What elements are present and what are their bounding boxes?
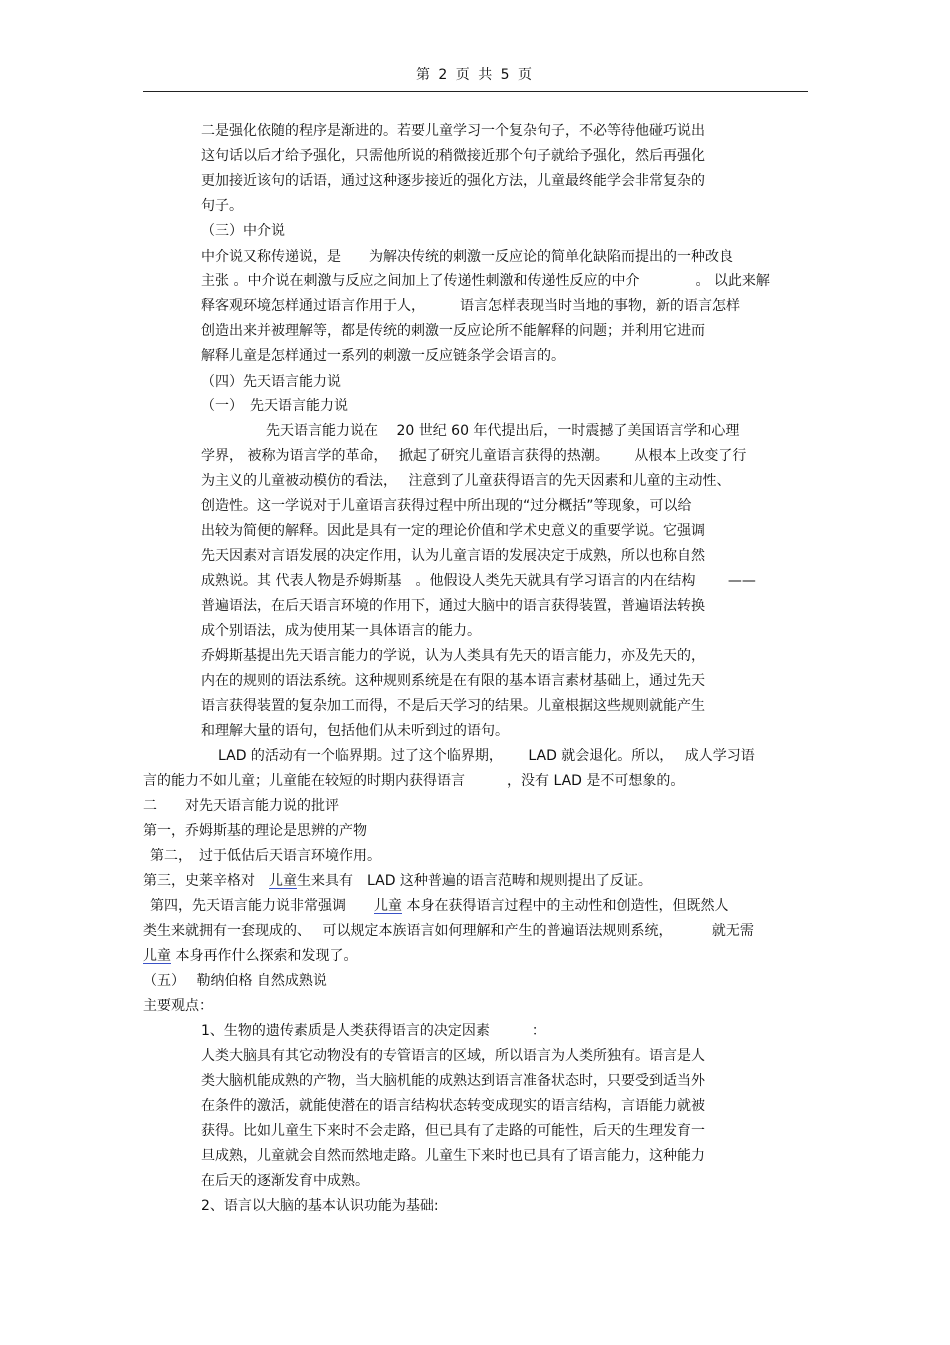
paragraph-line: 成个别语法，成为使用某一具体语言的能力。 <box>201 623 481 639</box>
paragraph-line: 在条件的激活，就能使潜在的语言结构状态转变成现实的语言结构，言语能力就被 <box>201 1098 705 1114</box>
paragraph-line: 主张 。中介说在刺激与反应之间加上了传递性刺激和传递性反应的中介 。 以此来解 <box>201 273 770 289</box>
paragraph-line: 更加接近该句的话语，通过这种逐步接近的强化方法，儿童最终能学会非常复杂的 <box>201 173 705 189</box>
paragraph-line: 句子。 <box>201 198 243 214</box>
underlined-term: 儿童 <box>269 873 297 889</box>
paragraph-line: 普遍语法，在后天语言环境的作用下，通过大脑中的语言获得装置，普遍语法转换 <box>201 598 705 614</box>
criticism-point <box>150 897 728 915</box>
page-number-header: 第 2 页 共 5 页 <box>415 67 535 83</box>
paragraph-line: 学界， 被称为语言学的革命， 掀起了研究儿童语言获得的热潮。 从根本上改变了行 <box>201 448 747 464</box>
numbered-point: 2、语言以大脑的基本认识功能为基础: <box>201 1198 439 1214</box>
subsection-heading: （一） 先天语言能力说 <box>201 398 348 414</box>
paragraph-line <box>143 947 357 965</box>
section-heading: （三）中介说 <box>201 223 285 239</box>
text-run: 本身再作什么探索和发现了。 <box>171 948 358 964</box>
paragraph-line: 内在的规则的语法系统。这种规则系统是在有限的基本语言素材基础上，通过先天 <box>201 673 705 689</box>
criticism-point: 第二， 过于低估后天语言环境作用。 <box>150 848 381 864</box>
underlined-term: 儿童 <box>374 898 402 914</box>
text-run: 第三，史莱辛格对 <box>143 873 269 889</box>
paragraph-line: 为主义的儿童被动模仿的看法， 注意到了儿童获得语言的先天因素和儿童的主动性、 <box>201 473 731 489</box>
numbered-point: 1、生物的遗传素质是人类获得语言的决定因素 ： <box>201 1023 546 1039</box>
paragraph-line: 创造出来并被理解等，都是传统的刺激一反应论所不能解释的问题；并利用它进而 <box>201 323 705 339</box>
paragraph-line: 和理解大量的语句，包括他们从未听到过的语句。 <box>201 723 509 739</box>
paragraph-line: 在后天的逐渐发育中成熟。 <box>201 1173 369 1189</box>
section-heading: （五） 勒纳伯格 自然成熟说 <box>143 973 327 989</box>
paragraph-line: 先天语言能力说在 20 世纪 60 年代提出后，一时震撼了美国语言学和心理 <box>266 423 740 439</box>
paragraph-line: 这句话以后才给予强化，只需他所说的稍微接近那个句子就给予强化，然后再强化 <box>201 148 705 164</box>
paragraph-line: 主要观点： <box>143 998 213 1014</box>
paragraph-line: 言的能力不如儿童；儿童能在较短的时期内获得语言 ，没有 LAD 是不可想象的。 <box>143 773 685 789</box>
criticism-point <box>143 872 652 890</box>
criticism-point: 第一，乔姆斯基的理论是思辨的产物 <box>143 823 367 839</box>
text-run: 本身在获得语言过程中的主动性和创造性，但既然人 <box>402 898 729 914</box>
paragraph-line: LAD 的活动有一个临界期。过了这个临界期， LAD 就会退化。所以， 成人学习语 <box>218 748 755 764</box>
header-divider <box>143 91 808 92</box>
section-heading: 二 对先天语言能力说的批评 <box>143 798 339 814</box>
paragraph-line: 类生来就拥有一套现成的、 可以规定本族语言如何理解和产生的普遍语法规则系统， 就无需 <box>143 923 754 939</box>
paragraph-line: 人类大脑具有其它动物没有的专管语言的区域，所以语言为人类所独有。语言是人 <box>201 1048 705 1064</box>
section-heading: （四）先天语言能力说 <box>201 374 341 390</box>
paragraph-line: 成熟说。其 代表人物是乔姆斯基 。他假设人类先天就具有学习语言的内在结构 —— <box>201 573 756 589</box>
paragraph-line: 出较为简便的解释。因此是具有一定的理论价值和学术史意义的重要学说。它强调 <box>201 523 705 539</box>
paragraph-line: 创造性。这一学说对于儿童语言获得过程中所出现的“过分概括”等现象，可以给 <box>201 498 692 514</box>
paragraph-line: 解释儿童是怎样通过一系列的刺激一反应链条学会语言的。 <box>201 348 565 364</box>
paragraph-line: 类大脑机能成熟的产物，当大脑机能的成熟达到语言准备状态时，只要受到适当外 <box>201 1073 705 1089</box>
paragraph-line: 旦成熟，儿童就会自然而然地走路。儿童生下来时也已具有了语言能力，这种能力 <box>201 1148 705 1164</box>
paragraph-line: 乔姆斯基提出先天语言能力的学说，认为人类具有先天的语言能力，亦及先天的， <box>201 648 705 664</box>
paragraph-line: 中介说又称传递说，是 为解决传统的刺激一反应论的简单化缺陷而提出的一种改良 <box>201 249 733 265</box>
paragraph-line: 先天因素对言语发展的决定作用，认为儿童言语的发展决定于成熟，所以也称自然 <box>201 548 705 564</box>
text-run: 生来具有 LAD 这种普遍的语言范畴和规则提出了反证。 <box>297 873 652 889</box>
paragraph-line: 二是强化依随的程序是渐进的。若要儿童学习一个复杂句子，不必等待他碰巧说出 <box>201 123 705 139</box>
paragraph-line: 释客观环境怎样通过语言作用于人， 语言怎样表现当时当地的事物，新的语言怎样 <box>201 298 740 314</box>
text-run: 第四，先天语言能力说非常强调 <box>150 898 374 914</box>
underlined-term: 儿童 <box>143 948 171 964</box>
paragraph-line: 获得。比如儿童生下来时不会走路，但已具有了走路的可能性，后天的生理发育一 <box>201 1123 705 1139</box>
paragraph-line: 语言获得装置的复杂加工而得，不是后天学习的结果。儿童根据这些规则就能产生 <box>201 698 705 714</box>
